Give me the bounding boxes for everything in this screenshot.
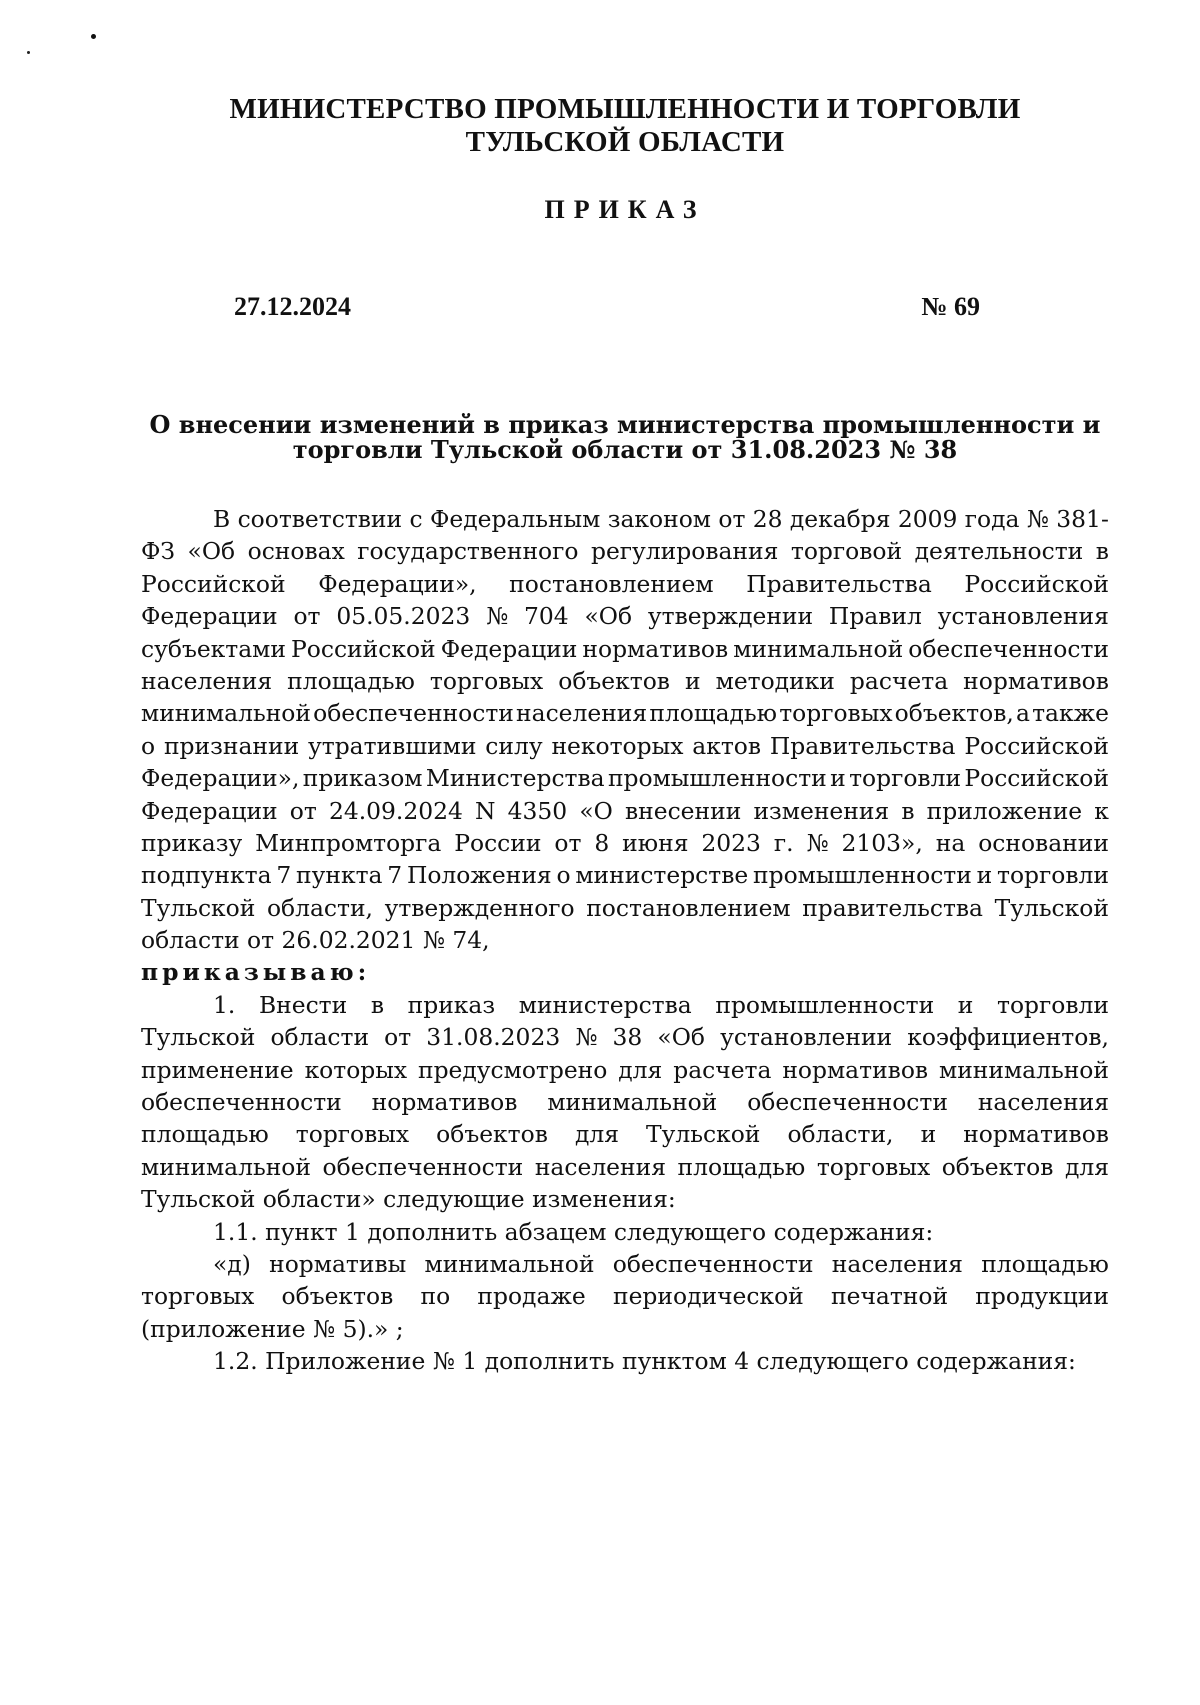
word: торговых <box>816 1152 931 1181</box>
word: Тульской <box>646 1120 761 1149</box>
word: 31.08.2023 <box>426 1023 561 1052</box>
word: Российской <box>964 731 1109 760</box>
word: «О <box>579 796 613 825</box>
word: минимальной <box>141 1152 311 1181</box>
word: «Об <box>187 537 236 566</box>
word: и <box>830 764 846 793</box>
word: предусмотрено <box>417 1055 608 1084</box>
word: № <box>575 1023 598 1052</box>
word: области, <box>266 893 373 922</box>
word: от <box>293 602 321 631</box>
word: регулирования <box>590 537 779 566</box>
word: методики <box>715 666 835 695</box>
word: министерстве <box>575 861 749 890</box>
word: № <box>486 602 509 631</box>
body-line <box>141 665 1109 697</box>
word: Министерства <box>425 764 605 793</box>
word: о <box>556 861 571 890</box>
word: 704 <box>524 602 569 631</box>
word: промышленности <box>715 990 935 1019</box>
body-line <box>141 503 1109 535</box>
word: торговых <box>141 1282 255 1311</box>
word: объектов <box>941 1152 1054 1181</box>
word: объектов <box>281 1282 394 1311</box>
subject-line: торговли Тульской области от 31.08.2023 № 38 <box>292 435 958 464</box>
word: и <box>957 990 974 1019</box>
word: соответствии <box>237 505 403 533</box>
word: по <box>420 1282 451 1311</box>
word: В <box>213 505 231 533</box>
word: коэффициентов, <box>907 1023 1109 1052</box>
word: некоторых <box>551 731 684 760</box>
word: области, <box>787 1120 894 1149</box>
word: и <box>920 1120 937 1149</box>
order-word: приказываю: <box>141 958 371 987</box>
word: и <box>685 666 701 695</box>
word: торговых <box>779 699 893 728</box>
word: площадью <box>677 1152 806 1181</box>
word: населения <box>534 1152 666 1181</box>
word: области <box>270 1023 370 1052</box>
word: 05.05.2023 <box>336 602 471 631</box>
item-1-1-line: (приложение № 5).» ; <box>141 1314 404 1343</box>
word: приказ <box>407 990 496 1019</box>
word: «д) <box>213 1249 251 1278</box>
body-line <box>141 859 1109 891</box>
item-1-1-line <box>141 1248 1109 1280</box>
word: утверждении <box>647 602 814 631</box>
word: площадью <box>981 1249 1109 1278</box>
word: силу <box>485 731 543 760</box>
word: о <box>141 731 156 760</box>
word: Российской <box>141 569 286 598</box>
word: в <box>901 796 915 825</box>
word: 24.09.2024 <box>328 796 463 825</box>
word: внесении <box>624 796 742 825</box>
word: промышленности <box>753 861 972 890</box>
item-1-line <box>141 1151 1109 1183</box>
word: правительства <box>802 893 984 922</box>
word: актов <box>692 731 762 760</box>
word: торговли <box>849 764 962 793</box>
word: ФЗ <box>141 537 175 566</box>
word: от <box>384 1023 412 1052</box>
word: обеспеченности <box>612 1249 814 1278</box>
ministry-line: МИНИСТЕРСТВО ПРОМЫШЛЕННОСТИ И ТОРГОВЛИ <box>229 93 1021 125</box>
body-line: области от 26.02.2021 № 74, <box>141 926 490 955</box>
word: нормативов <box>582 634 729 663</box>
word: для <box>1064 1152 1109 1181</box>
word: печатной <box>831 1282 949 1311</box>
body-line <box>141 633 1109 665</box>
word: населения <box>831 1249 963 1278</box>
word: 28 <box>752 505 783 533</box>
body-line <box>141 600 1109 632</box>
word: июня <box>622 828 689 857</box>
word: Правительства <box>769 731 956 760</box>
word: 2103», <box>841 828 923 857</box>
word: государственного <box>357 537 579 566</box>
word: от <box>554 828 582 857</box>
word: от <box>718 505 746 533</box>
word: торговли <box>997 861 1109 890</box>
word: Федерации <box>141 796 278 825</box>
word: утвержденного <box>384 893 575 922</box>
item-1-line <box>141 1021 1109 1053</box>
word: пункта <box>296 861 383 890</box>
scan-speck <box>91 34 96 39</box>
item-1-1-heading: 1.1. пункт 1 дополнить абзацем следующего содержания: <box>213 1217 934 1246</box>
word: в <box>1095 537 1109 566</box>
word: приказу <box>141 828 243 857</box>
word: Правительства <box>746 569 932 598</box>
word: объектов <box>558 666 670 695</box>
item-1-2-heading: 1.2. Приложение № 1 дополнить пунктом 4 следующего содержания: <box>213 1347 1076 1376</box>
body-line <box>141 892 1109 924</box>
word: площадью <box>287 666 415 695</box>
item-1-line <box>141 1118 1109 1150</box>
word: применение <box>141 1055 294 1084</box>
word: площадью <box>649 699 778 728</box>
word: нормативы <box>269 1249 407 1278</box>
word: Федерации <box>141 602 278 631</box>
body-line <box>141 827 1109 859</box>
subject-line: О внесении изменений в приказ министерства промышленности и <box>149 410 1101 439</box>
body-line <box>141 795 1109 827</box>
word: 2023 <box>701 828 761 857</box>
word: установлении <box>720 1023 893 1052</box>
word: изменения <box>753 796 890 825</box>
word: в <box>370 990 385 1019</box>
word: 2009 <box>897 505 958 533</box>
word: постановлением <box>509 569 714 598</box>
ministry-name <box>120 93 1130 159</box>
word: утратившими <box>308 731 477 760</box>
word: министерства <box>518 990 692 1019</box>
word: для <box>574 1120 619 1149</box>
word: промышленности <box>607 764 827 793</box>
word: основах <box>247 537 345 566</box>
word: Федерации», <box>318 569 477 598</box>
word: Внести <box>258 990 348 1019</box>
word: с <box>409 505 423 533</box>
word: Федеральным <box>429 505 601 533</box>
word: также <box>1032 699 1109 728</box>
word: № <box>806 828 829 857</box>
word: подпункта <box>141 861 272 890</box>
word: 7 <box>387 861 403 890</box>
word: нормативов <box>782 1055 929 1084</box>
word: приказом <box>302 764 423 793</box>
word: установления <box>937 602 1109 631</box>
word: объектов, <box>894 699 1014 728</box>
word: минимальной <box>733 634 904 663</box>
word: минимальной <box>424 1249 595 1278</box>
document-body <box>141 503 1109 1378</box>
word: года <box>964 505 1020 533</box>
word: 1. <box>213 990 236 1019</box>
item-1-line: Тульской области» следующие изменения: <box>141 1185 676 1214</box>
word: минимальной <box>141 699 311 728</box>
word: минимальной <box>547 1088 718 1117</box>
document-subject <box>130 412 1120 462</box>
word: постановлением <box>586 893 791 922</box>
word: признании <box>163 731 300 760</box>
word: продукции <box>975 1282 1109 1311</box>
word: России <box>454 828 542 857</box>
word: Минпромторга <box>255 828 442 857</box>
word: на <box>935 828 966 857</box>
word: декабря <box>789 505 891 533</box>
word: 4350 <box>507 796 568 825</box>
word: площадью <box>141 1120 269 1149</box>
word: Правил <box>828 602 922 631</box>
word: населения <box>141 666 273 695</box>
word: Тульской <box>994 893 1109 922</box>
word: расчета <box>849 666 949 695</box>
word: а <box>1015 699 1030 728</box>
word: 381- <box>1056 505 1109 533</box>
word: от <box>289 796 317 825</box>
word: Федерации», <box>141 764 300 793</box>
body-line <box>141 730 1109 762</box>
word: № <box>1026 505 1049 533</box>
body-line <box>141 568 1109 600</box>
word: обеспеченности <box>908 634 1109 663</box>
word: обеспеченности <box>747 1088 948 1117</box>
word: нормативов <box>963 1120 1109 1149</box>
word: Российской <box>964 569 1109 598</box>
word: обеспеченности <box>141 1088 342 1117</box>
word: Тульской <box>141 893 256 922</box>
word: приложение <box>926 796 1083 825</box>
word: 8 <box>594 828 610 857</box>
word: 7 <box>276 861 292 890</box>
word: которых <box>304 1055 408 1084</box>
ministry-line: ТУЛЬСКОЙ ОБЛАСТИ <box>465 126 785 158</box>
body-line <box>141 762 1109 794</box>
word: субъектами <box>141 634 286 663</box>
word: основании <box>978 828 1109 857</box>
word: периодической <box>613 1282 804 1311</box>
word: продаже <box>477 1282 586 1311</box>
word: расчета <box>673 1055 772 1084</box>
word: Положения <box>406 861 552 890</box>
word: торговли <box>997 990 1109 1019</box>
word: законом <box>607 505 711 533</box>
word: торговой <box>790 537 903 566</box>
word: торговых <box>429 666 544 695</box>
word: N <box>475 796 496 825</box>
word: нормативов <box>371 1088 518 1117</box>
word: торговых <box>295 1120 410 1149</box>
word: «Об <box>584 602 633 631</box>
word: «Об <box>657 1023 705 1052</box>
body-line <box>141 535 1109 567</box>
word: обеспеченности <box>322 1152 524 1181</box>
word: Федерации <box>440 634 578 663</box>
item-1-1-line <box>141 1280 1109 1312</box>
item-1-line <box>141 989 1109 1021</box>
item-1-line <box>141 1086 1109 1118</box>
word: г. <box>773 828 794 857</box>
word: Российской <box>964 764 1109 793</box>
word: к <box>1094 796 1109 825</box>
word: Тульской <box>141 1023 256 1052</box>
document-type: ПРИКАЗ <box>544 195 706 224</box>
word: минимальной <box>939 1055 1109 1084</box>
word: деятельности <box>914 537 1084 566</box>
word: обеспеченности <box>313 699 514 728</box>
document-date: 27.12.2024 <box>234 292 351 321</box>
body-line <box>141 697 1109 729</box>
word: Российской <box>291 634 436 663</box>
word: для <box>618 1055 663 1084</box>
word: 38 <box>612 1023 643 1052</box>
word: и <box>976 861 993 890</box>
word: нормативов <box>963 666 1109 695</box>
word: объектов <box>436 1120 548 1149</box>
word: населения <box>977 1088 1109 1117</box>
item-1-line <box>141 1054 1109 1086</box>
document-number: № 69 <box>921 292 980 321</box>
word: населения <box>516 699 648 728</box>
scan-speck <box>27 51 30 54</box>
